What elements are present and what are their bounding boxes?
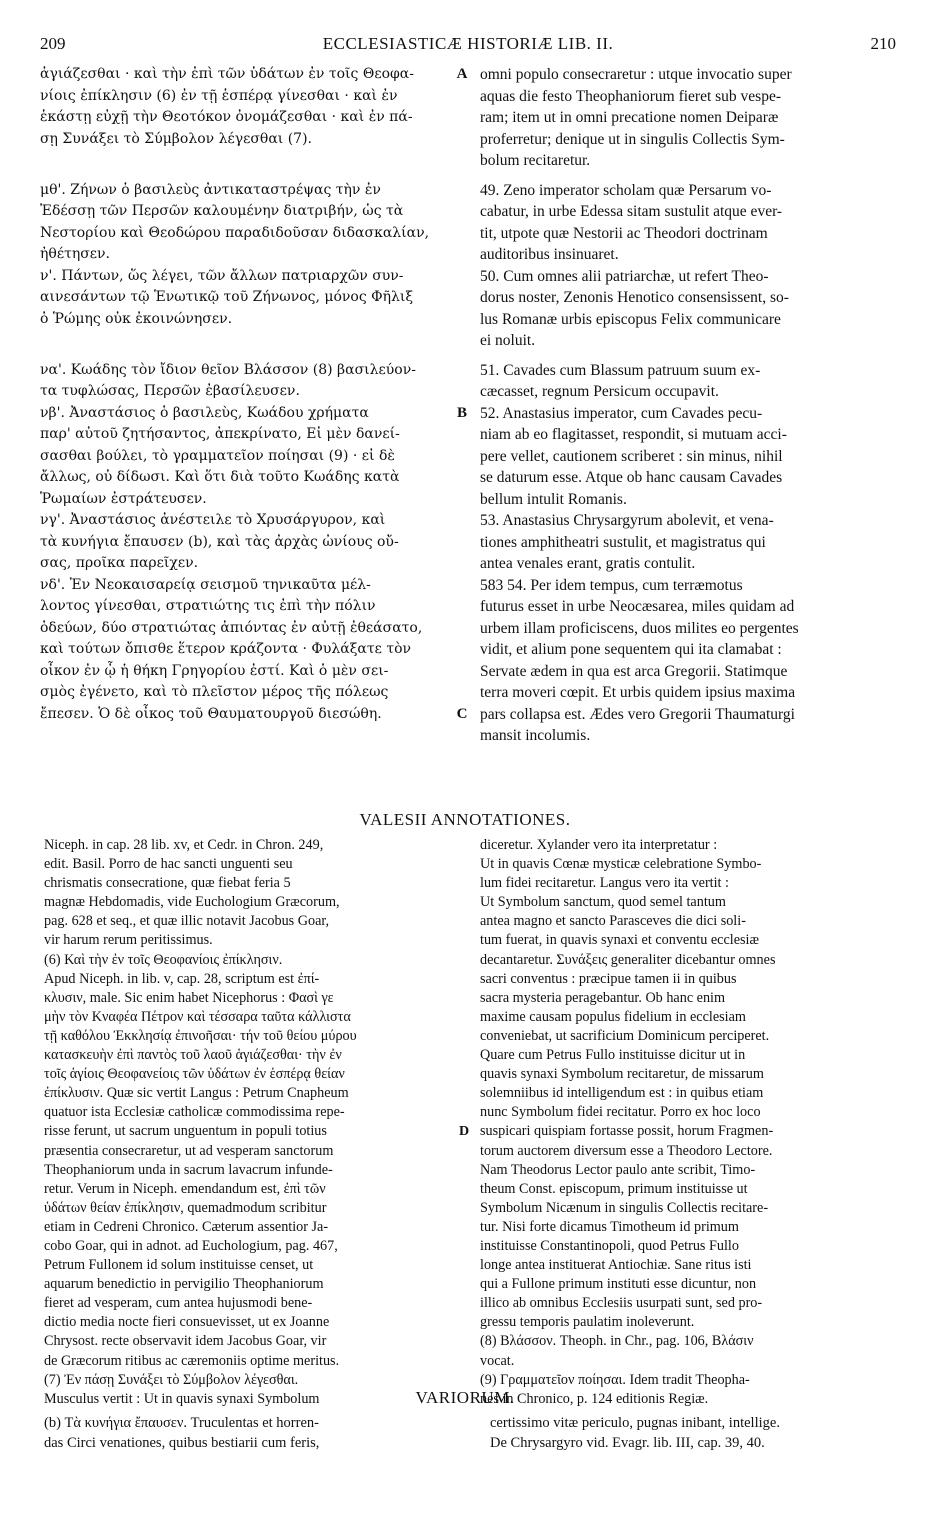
note-left-line: Theophaniorum unda in sacrum lavacrum infunde- (44, 1161, 333, 1178)
text-line (44, 874, 896, 893)
text-line (44, 1084, 896, 1103)
text-line (44, 931, 896, 950)
note-right-line: longe antea instituerat Antiochiæ. Sane ritus isti (480, 1257, 752, 1274)
text-line (40, 86, 896, 108)
text-line (40, 467, 896, 489)
greek-text-line: σμὸς ἐγένετο, καὶ τὸ πλεῖστον μέρος τῆς πόλεως (40, 684, 389, 700)
note-left-line: etiam in Cedreni Chronico. Cæterum assentior Ja- (44, 1218, 329, 1235)
text-line (44, 1256, 896, 1275)
text-line (40, 309, 896, 331)
note-right-line: quavis synaxi Symbolum recitaretur, de missarum (480, 1066, 764, 1083)
page-header (40, 34, 896, 60)
note-right-line: nes in Chronico, p. 124 editionis Regiæ. (480, 1390, 709, 1407)
greek-text-line: παρ' αὐτοῦ ζητήσαντος, ἀπεκρίνατο, Εἰ μὲν δανεί- (40, 426, 400, 442)
note-left-line: (6) Καὶ τὴν ἐν τοῖς Θεοφανίοις ἐπίκλησιν. (44, 951, 283, 968)
text-line (40, 381, 896, 403)
text-line (44, 1142, 896, 1161)
latin-text-line: aquas die festo Theophaniorum fieret sub vespe- (480, 87, 782, 105)
note-left-line: κλυσιν, male. Sic enim habet Nicephorus : Φασὶ γε (44, 989, 334, 1006)
note-right-line: Ut in quavis Cœnæ mysticæ celebratione Symbo- (480, 856, 762, 873)
latin-text-line: futurus esset in urbe Neocæsarea, miles quidam ad (480, 598, 795, 615)
note-left-line: fieret ad vesperam, cum antea hujusmodi bene- (44, 1295, 313, 1312)
greek-text-line: μθ'. Ζήνων ὁ βασιλεὺς ἀντικαταστρέψας τὴν ἐν (40, 181, 381, 198)
text-line (44, 970, 896, 989)
greek-text-line: ὁ Ῥώμης οὐκ ἐκοινώνησεν. (40, 310, 233, 327)
latin-text-line: tit, utpote quæ Nestorii ac Theodori doctrinam (480, 224, 768, 242)
text-line (40, 532, 896, 554)
greek-text-line: ἄλλως, οὐ δίδωσι. Καὶ ὅτι διὰ τοῦτο Κωάδης κατὰ (40, 469, 400, 485)
greek-text-line: ἁγιάζεσθαι · καὶ τὴν ἐπὶ τῶν ὑδάτων ἐν τοῖς Θεοφα- (40, 66, 414, 82)
text-line (44, 1352, 896, 1371)
text-line (44, 855, 896, 874)
note-left-line: Apud Niceph. in lib. v, cap. 28, scriptum est ἐπί- (44, 970, 320, 987)
greek-text-line: τα τυφλώσας, Περσῶν ἐβασίλευσεν. (40, 383, 300, 399)
note-right-line: sacra mysteria peragebantur. Ob hanc enim (480, 989, 726, 1006)
text-line (44, 1046, 896, 1065)
text-line (44, 1008, 896, 1027)
text-line (40, 596, 896, 618)
text-line (40, 661, 896, 683)
latin-text-line: vidit, et alium pone sequentem qui ita clamabat : (480, 641, 782, 658)
text-line (40, 360, 896, 382)
latin-text-line: omni populo consecraretur : utque invocatio super (480, 66, 792, 83)
note-right-line: illico ab omnibus Ecclesiis usurpati sunt, sed pro- (480, 1295, 763, 1312)
note-right-line: vocat. (480, 1352, 515, 1369)
latin-text-line: dorus noster, Zenonis Henotico consensissent, so- (480, 289, 789, 306)
section-marker: A (456, 66, 468, 82)
text-line (44, 1065, 896, 1084)
note-left-line: præsentia consecraretur, ut ad vesperam sanctorum (44, 1142, 334, 1159)
note-right-line: torum auctorem diversum esse a Theodoro Lectore. (480, 1142, 773, 1159)
greek-text-line: ὁδεύων, δύο στρατιώτας ἀπιόντας ἐν αὐτῇ ἐθεάσατο, (40, 619, 423, 636)
variorum-left-line: das Circi venationes, quibus bestiarii cum feris, (44, 1434, 320, 1451)
latin-text-line: 49. Zeno imperator scholam quæ Persarum vo- (480, 181, 772, 199)
text-line (40, 287, 896, 309)
latin-text-line: lus Romanæ urbis episcopus Felix communicare (480, 310, 781, 328)
latin-text-line: 51. Cavades cum Blassum patruum suum ex- (480, 361, 761, 379)
variorum-right-line: certissimo vitæ periculo, pugnas inibant, intellige. (490, 1415, 780, 1431)
latin-text-line: urbem illam proficiscens, duos milites eo pergentes (480, 619, 799, 637)
text-line (40, 618, 896, 640)
text-line (44, 989, 896, 1008)
note-right-line: (8) Βλάσσον. Theoph. in Chr., pag. 106, Βλάσιν (480, 1333, 754, 1350)
greek-text-line: Νεστορίου καὶ Θεοδώρου παραδιδοῦσαν διδασκαλίαν, (40, 224, 430, 241)
valesii-annotations-title: VALESII ANNOTATIONES. (359, 810, 571, 829)
text-line (40, 64, 896, 86)
note-left-line: κατασκευὴν ἐπὶ παντὸς τοῦ λαοῦ ἁγιάζεσθαι· τὴν ἐν (44, 1047, 342, 1064)
text-line (40, 553, 896, 575)
latin-text-line: tiones amphitheatri sustulit, et magistratus qui (480, 533, 766, 551)
text-line (40, 446, 896, 468)
text-line (44, 1237, 896, 1256)
greek-text-line: σῃ Συνάξει τὸ Σύμβολον λέγεσθαι (7). (40, 130, 312, 147)
note-left-line: quatuor ista Ecclesiæ catholicæ commodissima repe- (44, 1104, 345, 1121)
text-line (44, 1332, 896, 1351)
note-left-line: Petrum Fullonem id solum instituisse censet, ut (44, 1257, 314, 1274)
text-line (40, 639, 896, 661)
page-number-right: 210 (870, 34, 896, 53)
latin-text-line: pere vellet, cautionem scriberet : sin minus, nihil (480, 447, 783, 465)
text-line (40, 704, 896, 726)
latin-text-line: 52. Anastasius imperator, cum Cavades pecu- (480, 404, 763, 422)
text-line (44, 1371, 896, 1390)
main-text-columns (40, 64, 896, 747)
greek-text-line: ἑκάστῃ εὐχῇ τὴν Θεοτόκον ὀνομάζεσθαι · καὶ ἐν πά- (40, 109, 413, 125)
latin-text-line: mansit incolumis. (480, 727, 591, 744)
greek-text-line: ν'. Πάντων, ὥς λέγει, τῶν ἄλλων πατριαρχῶν συν- (40, 267, 404, 284)
latin-text-line: niam ab eo flagitasset, respondit, si mutuam acci- (480, 426, 787, 443)
note-right-line: antea magno et sancto Parasceves die dici soli- (480, 913, 746, 930)
latin-text-line: auditoribus insinuaret. (480, 246, 619, 263)
text-line (44, 1122, 896, 1141)
latin-text-line: 50. Cum omnes alii patriarchæ, ut refert Theo- (480, 267, 769, 285)
greek-text-line: να'. Κωάδης τὸν ἴδιον θεῖον Βλάσσον (8) βασιλεύον- (40, 361, 416, 378)
latin-text-line: ei noluit. (480, 332, 536, 349)
greek-text-line: νδ'. Ἐν Νεοκαισαρείᾳ σεισμοῦ τηνικαῦτα μέλ- (40, 576, 371, 593)
text-line (40, 129, 896, 151)
text-line (44, 1218, 896, 1237)
note-right-line: tum fuerat, in quavis synaxi et conventu ecclesiæ (480, 932, 759, 949)
latin-text-line: proferretur; denique ut in singulis Collectis Sym- (480, 130, 785, 148)
note-right-line: sacri conventus : præcipue tamen ii in quibus (480, 970, 737, 987)
text-line (44, 1434, 896, 1454)
text-line (40, 330, 896, 352)
text-line (40, 575, 896, 597)
text-line (40, 424, 896, 446)
note-right-line: Nam Theodorus Lector paulo ante scribit, Timo- (480, 1161, 756, 1178)
note-left-line: (7) Ἐν πάσῃ Συνάξει τὸ Σύμβολον λέγεσθαι. (44, 1371, 299, 1388)
note-right-line: Ut Symbolum sanctum, quod semel tantum (480, 894, 726, 911)
note-left-line: Musculus vertit : Ut in quavis synaxi Symbolum (44, 1390, 320, 1407)
text-line (40, 244, 896, 266)
latin-text-line: terra moveri cœpit. Et urbis quidem ipsius maxima (480, 684, 796, 701)
running-title: ECCLESIASTICÆ HISTORIÆ LIB. II. (322, 34, 614, 53)
text-line (40, 266, 896, 288)
note-left-line: ἐπίκλυσιν. Quæ sic vertit Langus : Petrum Cnapheum (44, 1085, 349, 1102)
variorum-right-line: De Chrysargyro vid. Evagr. lib. III, cap. 39, 40. (490, 1434, 765, 1451)
note-left-line: τῇ καθόλου Ἐκκλησίᾳ ἐπινοῆσαι· τήν τοῦ θείου μύρου (44, 1027, 357, 1044)
greek-text-line: ἠθέτησεν. (40, 246, 110, 262)
latin-text-line: pars collapsa est. Ædes vero Gregorii Thaumaturgi (480, 705, 795, 723)
greek-text-line: οἶκον ἐν ᾧ ἡ θήκη Γρηγορίου ἐστί. Καὶ ὁ μὲν σει- (40, 662, 389, 679)
variorum-title: VARIORUM. (415, 1388, 515, 1407)
note-left-line: Chrysost. recte observavit idem Jacobus Goar, vir (44, 1333, 327, 1350)
note-left-line: retur. Verum in Niceph. emendandum est, ἐπὶ τῶν (44, 1180, 326, 1197)
text-line (40, 223, 896, 245)
latin-text-line: ram; item ut in omni precatione nomen Deiparæ (480, 109, 779, 126)
note-right-line: qui a Fullone primum instituti esse dicuntur, non (480, 1276, 757, 1293)
text-line (44, 1161, 896, 1180)
text-line (44, 1027, 896, 1046)
section-marker: B (456, 404, 467, 421)
note-right-line: Symbolum Nicænum in singulis Collectis recitare- (480, 1199, 769, 1216)
note-left-line: τοῖς ἁγίοις Θεοφανείοις τῶν ὑδάτων ἐν ἑσπέρᾳ θείαν (44, 1066, 345, 1083)
latin-text-line: Servate ædem in qua est arca Gregorii. Statimque (480, 662, 788, 680)
note-right-line: gressu temporis paulatim inoleverunt. (480, 1314, 695, 1331)
note-right-line: nunc Symbolum fidei recitatur. Porro ex hoc loco (480, 1104, 761, 1121)
text-line (44, 1414, 896, 1434)
greek-text-line: νβ'. Ἀναστάσιος ὁ βασιλεὺς, Κωάδου χρήματα (40, 404, 369, 421)
note-left-line: aquarum benedictio in pervigilio Theophaniorum (44, 1276, 324, 1293)
note-right-line: Quare cum Petrus Fullo instituisse dicitur ut in (480, 1047, 746, 1064)
section-marker: C (456, 705, 468, 722)
latin-text-line: 53. Anastasius Chrysargyrum abolevit, et vena- (480, 512, 774, 529)
greek-text-line: ἔπεσεν. Ὁ δὲ οἶκος τοῦ Θαυματουργοῦ διεσώθη. (40, 705, 382, 722)
latin-text-line: cabatur, in urbe Edessa sitam sustulit atque ever- (480, 203, 783, 220)
latin-text-line: bellum intulit Romanis. (480, 490, 627, 508)
note-left-line: cobo Goar, qui in adnot. ad Euchologium, pag. 467, (44, 1237, 338, 1254)
note-left-line: dictio media nocte fieri consuevisset, ut ex Joanne (44, 1314, 330, 1331)
greek-text-line: τὰ κυνήγια ἔπαυσεν (b), καὶ τὰς ἀρχὰς ὠνίους οὔ- (40, 533, 399, 550)
text-line (44, 1180, 896, 1199)
note-right-line: instituisse Constantinopoli, quod Petrus Fullo (480, 1237, 739, 1254)
note-right-line: solemniibus id intelligendum est : in quibus etiam (480, 1085, 764, 1102)
text-line (44, 893, 896, 912)
greek-text-line: σας, προῖκα παρεῖχεν. (40, 555, 199, 571)
note-left-line: magnæ Hebdomadis, vide Euchologium Græcorum, (44, 894, 340, 911)
page-number-left: 209 (40, 34, 66, 53)
text-line (40, 150, 896, 172)
text-line (40, 489, 896, 511)
text-line (40, 510, 896, 532)
latin-text-line: bolum recitaretur. (480, 152, 591, 169)
note-left-line: vir harum rerum peritissimus. (44, 932, 213, 949)
note-right-line: (9) Γραμματεῖον ποίησαι. Idem tradit Theopha- (480, 1371, 750, 1388)
text-line (44, 912, 896, 931)
note-left-line: Niceph. in cap. 28 lib. xv, et Cedr. in Chron. 249, (44, 837, 324, 853)
greek-text-line: νίοις ἐπίκλησιν (6) ἐν τῇ ἑσπέρᾳ γίνεσθαι · καὶ ἐν (40, 87, 398, 104)
latin-text-line: antea venales erant, gratis contulit. (480, 555, 696, 572)
note-right-line: decantaretur. Συνάξεις generaliter dicebantur omnes (480, 951, 776, 968)
text-line (44, 1199, 896, 1218)
note-left-line: pag. 628 et seq., et quæ illic notavit Jacobus Goar, (44, 913, 330, 930)
text-line (44, 951, 896, 970)
note-right-line: theum Const. episcopum, primum instituisse ut (480, 1180, 748, 1197)
note-left-line: μὴν τὸν Κναφέα Πέτρον καὶ τέσσαρα ταῦτα κάλλιστα (44, 1008, 351, 1025)
note-right-line: tur. Nisi forte dicamus Timotheum id primum (480, 1218, 739, 1235)
greek-text-line: σασθαι βούλει, τὸ γραμματεῖον ποίησαι (9) · εἰ δὲ (40, 447, 395, 464)
text-line (40, 180, 896, 202)
latin-text-line: cæcasset, regnum Persicum occupavit. (480, 383, 719, 400)
note-right-line: conveniebat, ut sacrificium Dominicum perciperet. (480, 1027, 770, 1044)
latin-text-line: 583 54. Per idem tempus, cum terræmotus (480, 576, 743, 594)
text-line (40, 682, 896, 704)
text-line (40, 107, 896, 129)
text-line (44, 1313, 896, 1332)
greek-text-line: καὶ τούτων ὄπισθε ἕτερον κράζοντα · Φυλάξατε τὸν (40, 641, 412, 657)
note-right-line: suspicari quispiam fortasse possit, horum Fragmen- (480, 1123, 774, 1140)
note-left-line: chrismatis consecratione, quæ fiebat feria 5 (44, 875, 291, 892)
text-line (40, 201, 896, 223)
note-left-line: edit. Basil. Porro de hac sancti unguenti seu (44, 856, 293, 873)
note-left-line: ὑδάτων θείαν ἐπίκλησιν, quemadmodum scribitur (44, 1199, 327, 1216)
text-line (44, 1103, 896, 1122)
variorum-left-line: (b) Τὰ κυνήγια ἔπαυσεν. Truculentas et horren- (44, 1415, 319, 1431)
greek-text-line: αινεσάντων τῷ Ἑνωτικῷ τοῦ Ζήνωνος, μόνος Φῆλιξ (40, 289, 414, 305)
greek-text-line: λοντος γίνεσθαι, στρατιώτης τις ἐπὶ τὴν πόλιν (40, 598, 376, 614)
note-right-line: maxime causam populus fidelium in ecclesiam (480, 1008, 746, 1025)
greek-text-line: νγ'. Ἀναστάσιος ἀνέστειλε τὸ Χρυσάργυρον, καὶ (40, 512, 386, 528)
text-line (44, 1275, 896, 1294)
text-line (40, 725, 896, 747)
greek-text-line: Ἐδέσσῃ τῶν Περσῶν καλουμένην διατριβήν, ὡς τὰ (40, 203, 404, 219)
text-line (44, 836, 896, 855)
text-line (44, 1294, 896, 1313)
latin-text-line: se daturum esse. Atque ob hanc causam Cavades (480, 469, 783, 486)
text-line (40, 403, 896, 425)
note-right-line: diceretur. Xylander vero ita interpretatur : (480, 837, 718, 853)
note-left-line: de Græcorum ritibus ac cæremoniis optime meritus. (44, 1352, 340, 1369)
note-right-line: lum fidei recitaretur. Langus vero ita vertit : (480, 875, 729, 892)
section-marker: D (458, 1124, 470, 1140)
greek-text-line: Ῥωμαίων ἐστράτευσεν. (40, 490, 207, 507)
variorum-columns (44, 1414, 896, 1453)
note-left-line: risse ferunt, ut sacrum unguentum in populi totius (44, 1123, 327, 1140)
annotations-columns (44, 836, 896, 1409)
